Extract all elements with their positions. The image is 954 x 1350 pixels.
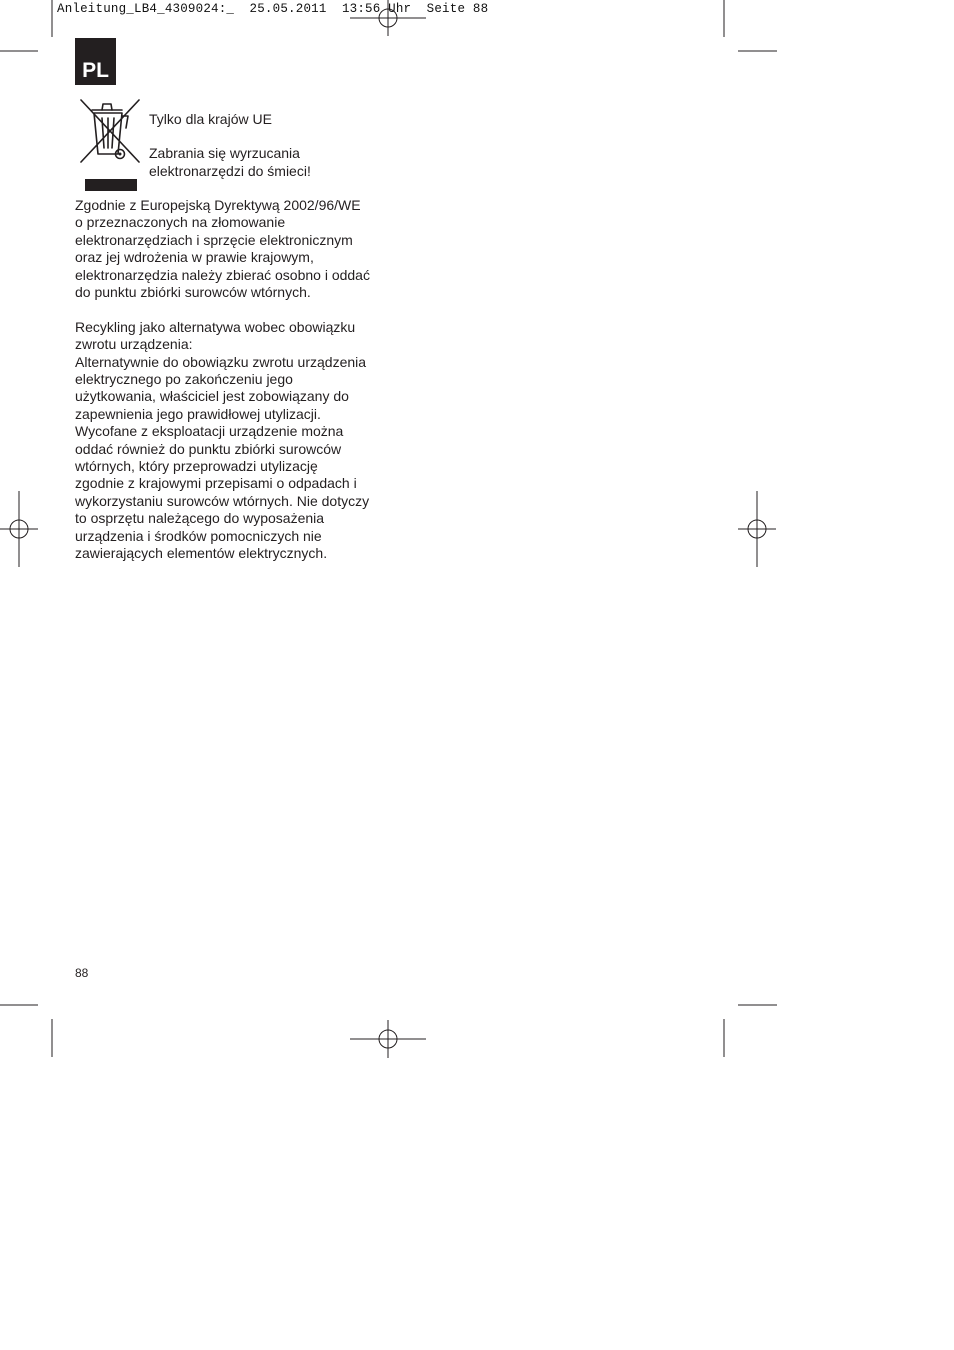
recycling-line: wykorzystaniu surowców wtórnych. Nie dotyczy — [75, 492, 370, 509]
language-badge: PL — [75, 38, 116, 85]
recycling-line: zapewnienia jego prawidłowej utylizacji. — [75, 405, 321, 422]
recycling-line: urządzenia i środków pomocniczych nie — [75, 527, 322, 544]
print-header: Anleitung_LB4_4309024:_ 25.05.2011 13:56 Uhr Seite 88 — [57, 2, 489, 16]
directive-line: elektronarzędzia należy zbierać osobno i oddać — [75, 266, 370, 283]
recycling-line: zgodnie z krajowymi przepisami o odpadach i — [75, 475, 357, 492]
recycling-line: Wycofane z eksploatacji urządzenie można — [75, 423, 344, 440]
directive-line: elektronarzędziach i sprzęcie elektronicznym — [75, 231, 353, 248]
body-text — [75, 197, 395, 563]
directive-line: Zgodnie z Europejską Dyrektywą 2002/96/WE — [75, 197, 361, 213]
recycling-line: zwrotu urządzenia: — [75, 336, 193, 353]
recycling-line: zawierających elementów elektrycznych. — [75, 545, 328, 562]
registration-mark-left — [0, 491, 38, 567]
page-number: 88 — [75, 966, 89, 980]
recycling-line: elektrycznego po zakończeniu jego — [75, 371, 293, 388]
recycling-line: użytkowania, właściciel jest zobowiązany do — [75, 388, 349, 405]
directive-line: o przeznaczonych na złomowanie — [75, 214, 286, 231]
recycling-line: oddać również do punktu zbiórki surowców — [75, 440, 342, 457]
registration-mark-bottom — [350, 1020, 426, 1058]
recycling-line: to osprzętu należącego do wyposażenia — [75, 510, 325, 527]
disposal-warning-line-2: elektronarzędzi do śmieci! — [149, 162, 311, 179]
recycling-line: Alternatywnie do obowiązku zwrotu urządzenia — [75, 353, 367, 370]
weee-notice — [149, 111, 389, 180]
registration-mark-right — [738, 491, 776, 567]
directive-line: do punktu zbiórki surowców wtórnych. — [75, 284, 311, 301]
directive-line: oraz jej wdrożenia w prawie krajowym, — [75, 249, 314, 266]
registration-mark-top — [350, 0, 426, 36]
recycling-line: wtórnych, który przeprowadzi utylizację — [75, 458, 318, 475]
disposal-warning-line-1: Zabrania się wyrzucania — [149, 145, 300, 162]
recycling-line: Recykling jako alternatywa wobec obowiązku — [75, 318, 356, 335]
eu-only-label: Tylko dla krajów UE — [149, 111, 272, 127]
crossed-out-wheelie-bin-icon — [78, 98, 142, 192]
